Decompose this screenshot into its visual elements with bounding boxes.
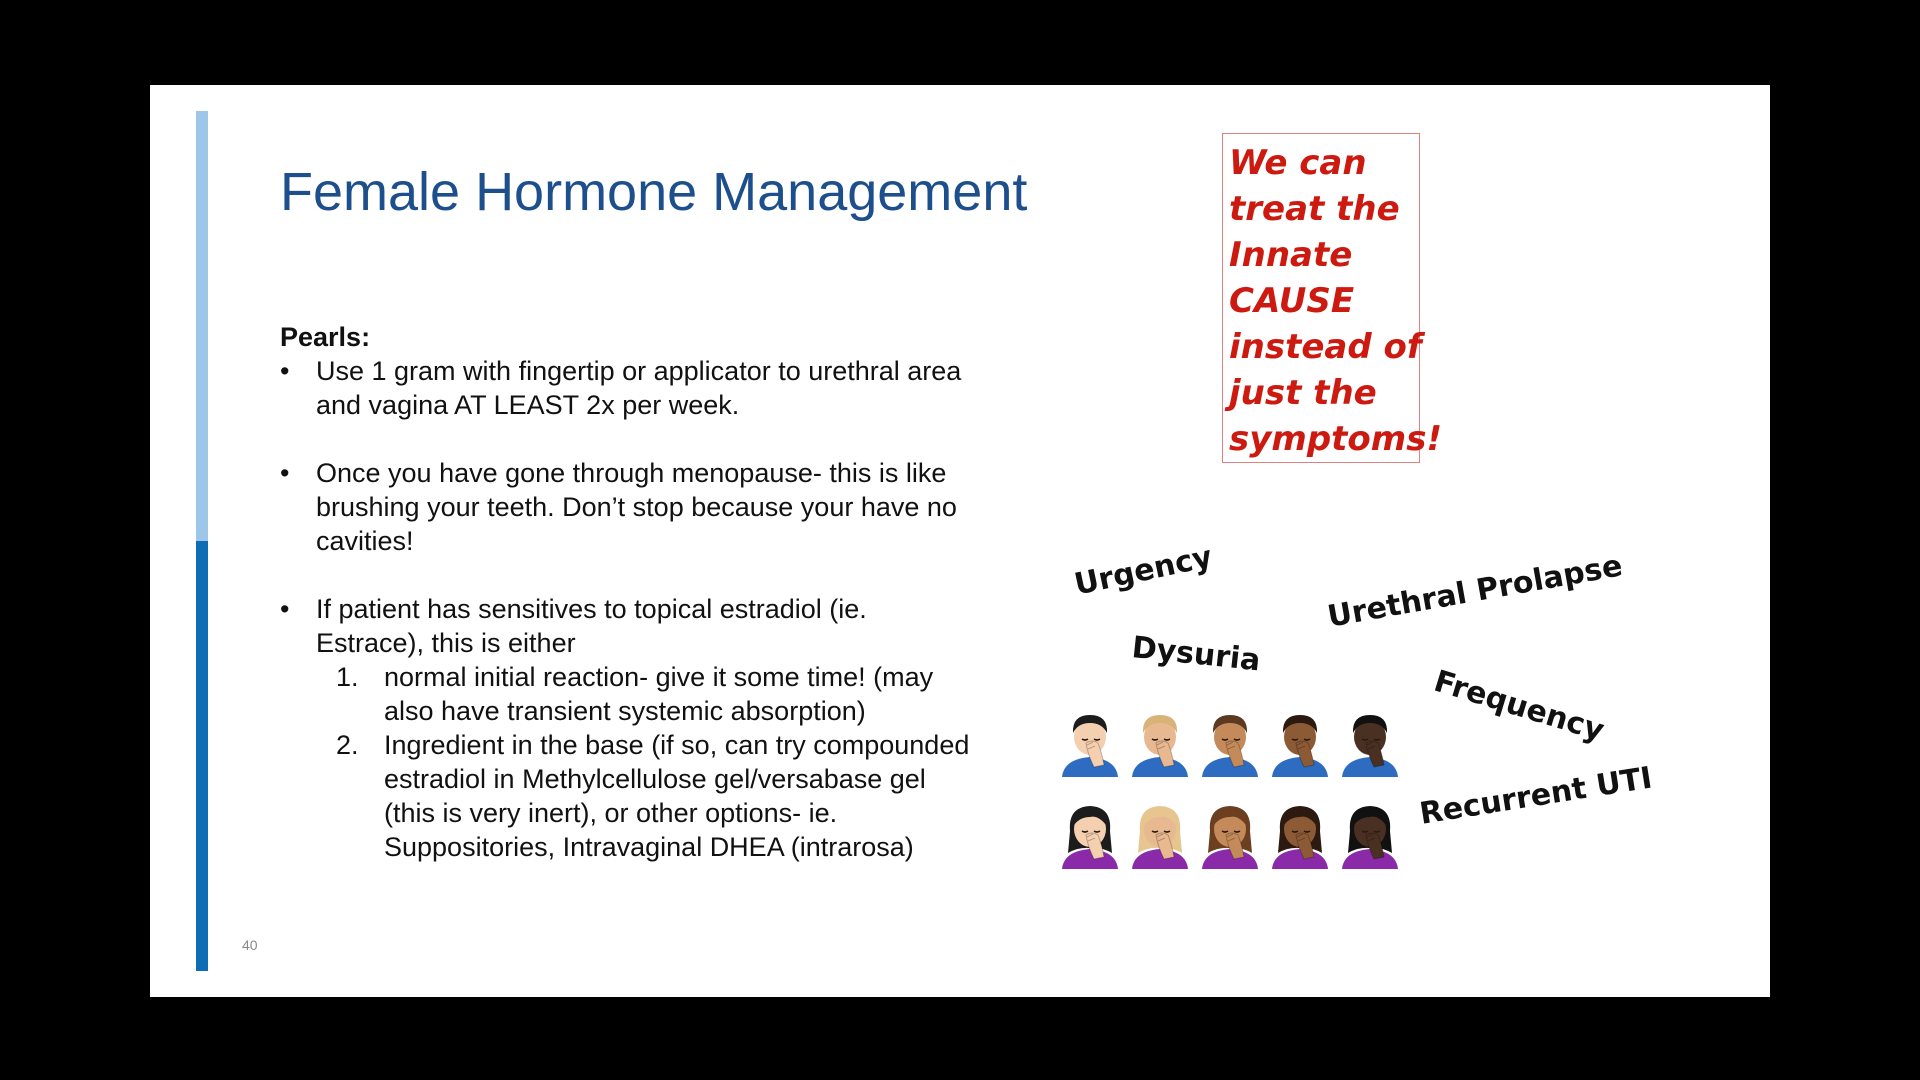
numbered-line: (this is very inert), or other options- ie.: [384, 798, 838, 828]
accent-bar-bottom: [196, 541, 208, 971]
female-facepalm-row: [1058, 801, 1402, 869]
page-number: 40: [242, 937, 258, 953]
woman-facepalming-icon: [1058, 801, 1122, 869]
man-facepalming-icon: [1058, 709, 1122, 777]
male-facepalm-row: [1058, 709, 1402, 777]
bullet-item: [280, 354, 1040, 422]
numbered-line: also have transient systemic absorption): [384, 696, 866, 726]
slide: [150, 85, 1770, 997]
bullet-line: • If patient has sensitives to topical estradiol (ie.: [316, 594, 867, 624]
woman-facepalming-icon: [1268, 801, 1332, 869]
numbered-line: normal initial reaction- give it some time! (may: [384, 662, 934, 692]
callout-line: Innate: [1229, 235, 1353, 275]
man-facepalming-icon: [1128, 709, 1192, 777]
numbered-item: [280, 660, 1040, 728]
bullet-line: brushing your teeth. Don’t stop because your have no: [316, 492, 957, 522]
woman-facepalming-icon: [1128, 801, 1192, 869]
slide-title: Female Hormone Management: [280, 162, 1028, 222]
item-number: 2.: [336, 730, 359, 760]
bullet-line: • Use 1 gram with fingertip or applicator to urethral area: [316, 356, 962, 386]
numbered-line: estradiol in Methylcellulose gel/versabase gel: [384, 764, 926, 794]
callout-line: We can: [1229, 143, 1367, 183]
pearls-heading: Pearls:: [280, 322, 371, 352]
callout-line: instead of: [1229, 327, 1422, 367]
callout-line: just the: [1229, 373, 1377, 413]
bullet-line: and vagina AT LEAST 2x per week.: [316, 390, 740, 420]
symptom-urgency: Urgency: [1071, 539, 1216, 603]
symptom-frequency: Frequency: [1429, 663, 1609, 749]
woman-facepalming-icon: [1198, 801, 1262, 869]
symptom-recurrent-uti: Recurrent UTI: [1417, 760, 1655, 832]
man-facepalming-icon: [1198, 709, 1262, 777]
item-number: 1.: [336, 662, 359, 692]
symptom-urethral-prolapse: Urethral Prolapse: [1324, 548, 1626, 635]
bullet-line: • Once you have gone through menopause- this is like: [316, 458, 947, 488]
bullet-item: [280, 456, 1040, 558]
callout-line: treat the: [1229, 189, 1400, 229]
callout-box: [1222, 133, 1442, 463]
body-text: [280, 320, 1040, 864]
numbered-item: [280, 728, 1040, 864]
bullet-line: Estrace), this is either: [316, 628, 576, 658]
man-facepalming-icon: [1268, 709, 1332, 777]
numbered-line: Ingredient in the base (if so, can try compounded: [384, 730, 970, 760]
callout-line: CAUSE: [1229, 281, 1355, 321]
bullet-line: cavities!: [316, 526, 414, 556]
numbered-line: Suppositories, Intravaginal DHEA (intrarosa): [384, 832, 914, 862]
man-facepalming-icon: [1338, 709, 1402, 777]
callout-line: symptoms!: [1229, 419, 1442, 459]
woman-facepalming-icon: [1338, 801, 1402, 869]
accent-bar-top: [196, 111, 208, 541]
symptom-dysuria: Dysuria: [1130, 630, 1263, 679]
bullet-item: [280, 592, 1040, 660]
